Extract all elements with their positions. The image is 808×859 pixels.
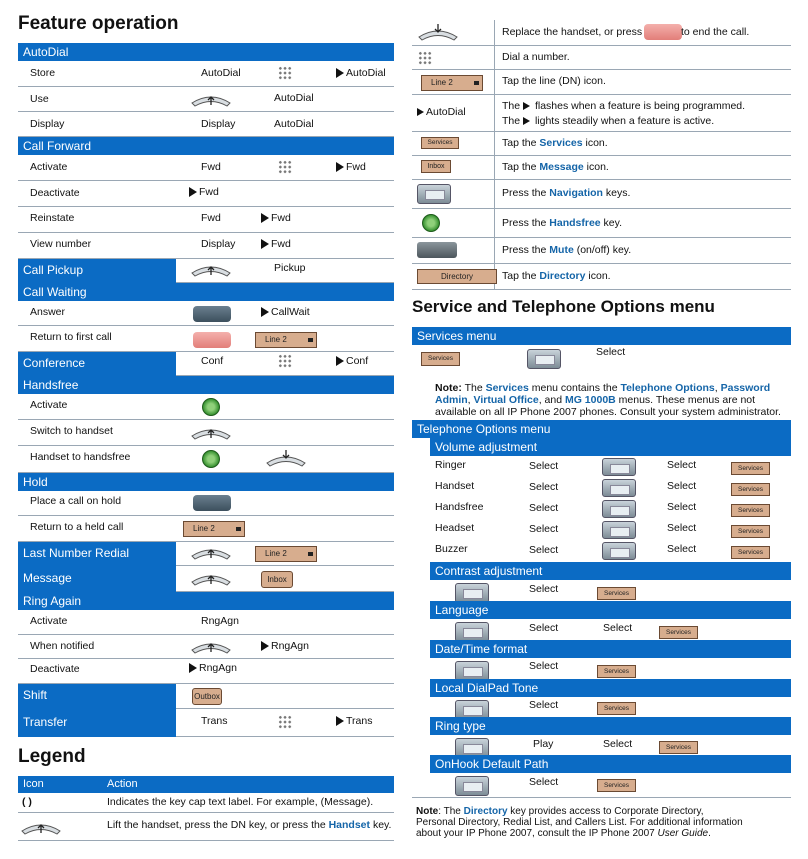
key-label: Fwd: [201, 212, 221, 224]
action-text: Select: [529, 523, 559, 535]
onhook-header: OnHook Default Path: [430, 755, 791, 773]
key-label: Trans: [201, 715, 228, 727]
row-label: Deactivate: [30, 187, 80, 199]
line-key-icon: Line 2: [421, 75, 483, 91]
row-label: View number: [30, 238, 92, 250]
services-note: Note: The Services menu contains the Telephone Options, Password Admin, Virtual Office, and MG 1000B menus. These menus are not available on all IP Phone 2007 phones. Consult your system administrator.: [435, 382, 781, 418]
legend-desc: Tap the line (DN) icon.: [502, 75, 606, 87]
hold-header: Hold: [18, 473, 394, 491]
row-label: Ringer: [435, 459, 466, 471]
answer-key-icon: [193, 306, 231, 322]
action-text: Select: [603, 622, 633, 634]
legend-desc: Dial a number.: [502, 51, 570, 63]
navigation-key-icon: [455, 622, 489, 642]
legend-desc: Tap the Directory icon.: [502, 270, 611, 282]
inbox-icon: Inbox: [261, 571, 293, 588]
table-row: [18, 610, 394, 635]
callpickup-header: Call Pickup: [18, 259, 176, 283]
row-label: Switch to handset: [30, 425, 113, 437]
legend-desc: Replace the handset, or press: [502, 26, 643, 38]
indicator-icon: [189, 663, 197, 673]
legend-desc: The flashes when a feature is being programmed.: [502, 100, 746, 112]
volume-row: [430, 540, 791, 561]
services-icon: Services: [597, 665, 636, 678]
row-label: Handset to handsfree: [30, 451, 131, 463]
line-key-icon: Line 2: [183, 521, 245, 537]
services-icon: Services: [731, 483, 770, 496]
row-label: Return to a held call: [30, 521, 124, 533]
services-icon: Services: [597, 702, 636, 715]
handset-lift-icon: [190, 426, 232, 440]
legend-desc: Press the Mute (on/off) key.: [502, 244, 632, 256]
hold-key-icon: [193, 495, 231, 511]
row-label: When notified: [30, 640, 95, 652]
indicator-icon: [261, 307, 269, 317]
row-label: Use: [30, 93, 49, 105]
services-icon: Services: [597, 779, 636, 792]
table-row: [412, 264, 791, 290]
inbox-icon: Inbox: [421, 160, 451, 173]
table-row: [176, 542, 394, 566]
col-action: Action: [107, 778, 138, 790]
table-row: [412, 180, 791, 209]
paren-symbol: ( ): [22, 796, 32, 808]
legend-desc: Tap the Services icon.: [502, 137, 608, 149]
table-row: [412, 95, 791, 132]
handset-lift-icon: [190, 640, 232, 654]
row-label: Store: [30, 67, 56, 79]
table-row: [18, 112, 394, 137]
action-text: Select: [667, 480, 697, 492]
result: Trans: [336, 715, 372, 727]
volume-row: [430, 456, 791, 477]
key-label: Conf: [201, 355, 224, 367]
release-key-icon: [644, 24, 682, 40]
ringtype-header: Ring type: [430, 717, 791, 735]
conference-header: Conference: [18, 352, 176, 376]
handset-lift-icon: [190, 572, 232, 586]
row-label: Display: [30, 118, 65, 130]
result: CallWait: [261, 306, 310, 318]
lnr-header: Last Number Redial: [18, 542, 176, 566]
directory-icon: Directory: [417, 269, 497, 284]
line-key-icon: Line 2: [255, 546, 317, 562]
table-row: [412, 20, 791, 46]
result: RngAgn: [189, 662, 237, 674]
navigation-key-icon: [455, 776, 489, 796]
action-text: Select: [667, 459, 697, 471]
page-title: Feature operation: [18, 13, 179, 34]
key-label: AutoDial: [201, 67, 241, 79]
handset-lift-icon: [190, 93, 232, 107]
table-row: [412, 46, 791, 70]
navigation-key-icon: [602, 521, 636, 539]
directory-note: Note: The Directory key provides access to Corporate Directory, Personal Directory, Redial List, and Callers List. For additional information about your IP Phone 2007, consult the IP Phone 2007 User Guide.: [416, 806, 743, 839]
table-row: [18, 181, 394, 207]
row-label: Activate: [30, 615, 68, 627]
handsfree-key-icon: [422, 214, 440, 232]
key-label: Pickup: [274, 262, 306, 274]
handsfree-key-icon: [202, 450, 220, 468]
line-key-icon: Line 2: [255, 332, 317, 348]
key-label: RngAgn: [201, 615, 239, 627]
table-row: [18, 420, 394, 446]
table-row: [18, 233, 394, 259]
handset-lift-icon: [190, 263, 232, 277]
table-row: [18, 516, 394, 542]
indicator-icon: [336, 162, 344, 172]
table-row: [18, 394, 394, 420]
table-row: [412, 238, 791, 264]
row-label: Activate: [30, 161, 68, 173]
services-icon: Services: [731, 462, 770, 475]
table-row: [18, 446, 394, 473]
result: AutoDial: [336, 67, 386, 79]
row-label: Buzzer: [435, 543, 468, 555]
indicator-icon: [189, 187, 197, 197]
section-title: Service and Telephone Options menu: [412, 297, 715, 316]
indicator-icon: [261, 641, 269, 651]
indicator-icon: [417, 108, 424, 116]
action-text: Select: [603, 738, 633, 750]
table-row: [176, 684, 394, 709]
indicator-icon: [336, 68, 344, 78]
ringagain-header: Ring Again: [18, 592, 394, 610]
services-icon: Services: [659, 626, 698, 639]
legend-desc: The lights steadily when a feature is active.: [502, 115, 715, 127]
action-text: Select: [667, 501, 697, 513]
autodial-header: AutoDial: [18, 43, 394, 61]
action-text: Play: [533, 738, 554, 750]
dialpad-tone-header: Local DialPad Tone: [430, 679, 791, 697]
navigation-key-icon: [602, 542, 636, 560]
legend-desc: to end the call.: [681, 26, 750, 38]
outbox-icon: Outbox: [192, 688, 222, 705]
handset-replace-icon: [265, 449, 307, 467]
result: Fwd: [336, 161, 366, 173]
key-label: Display: [201, 238, 236, 250]
navigation-key-icon: [602, 479, 636, 497]
table-row: [18, 326, 394, 352]
result: Fwd: [189, 186, 219, 198]
result: Conf: [336, 355, 368, 367]
indicator-icon: [336, 356, 344, 366]
action-text: Select: [529, 481, 559, 493]
action-text: Select: [529, 502, 559, 514]
col-icon: Icon: [23, 778, 44, 790]
handsfree-header: Handsfree: [18, 376, 394, 394]
row-label: Handsfree: [435, 501, 484, 513]
dialpad-icon: [278, 160, 292, 174]
action-text: Select: [529, 699, 559, 711]
divider: [412, 797, 791, 798]
indicator-icon: [261, 213, 269, 223]
legend-desc: Tap the Message icon.: [502, 161, 609, 173]
volume-row: [430, 519, 791, 540]
message-header: Message: [18, 566, 176, 592]
key-label: Fwd: [201, 161, 221, 173]
legend-header: [18, 776, 394, 793]
action-text: Select: [529, 460, 559, 472]
dialpad-icon: [418, 51, 432, 65]
row-label: Headset: [435, 522, 475, 534]
volume-row: [430, 477, 791, 498]
navigation-key-icon: [455, 583, 489, 603]
table-row: [176, 352, 394, 376]
telephone-options-header: Telephone Options menu: [412, 420, 791, 438]
table-row: [18, 62, 394, 87]
mute-key-icon: [417, 242, 457, 258]
transfer-header: Transfer: [18, 709, 176, 737]
volume-row: [430, 498, 791, 519]
navigation-key-icon: [602, 500, 636, 518]
row-label: Reinstate: [30, 212, 75, 224]
handsfree-key-icon: [202, 398, 220, 416]
table-row: [18, 87, 394, 112]
indicator-icon: [523, 102, 530, 110]
legend-desc: Press the Navigation keys.: [502, 187, 631, 199]
legend-title: Legend: [18, 746, 86, 767]
action-text: Select: [529, 776, 559, 788]
dialpad-icon: [278, 354, 292, 368]
table-row: [412, 70, 791, 95]
legend-desc: Indicates the key cap text label. For example, (Message).: [107, 796, 374, 808]
key-label: Display: [201, 118, 236, 130]
navigation-key-icon: [527, 349, 561, 369]
callwaiting-header: Call Waiting: [18, 283, 394, 301]
action-text: Select: [529, 622, 559, 634]
services-menu-header: Services menu: [412, 327, 791, 345]
row-label: Place a call on hold: [30, 495, 122, 507]
services-icon: Services: [421, 352, 460, 366]
callforward-header: Call Forward: [18, 137, 394, 155]
key-label: AutoDial: [274, 118, 314, 130]
action-text: Select: [529, 544, 559, 556]
indicator-icon: [523, 117, 530, 125]
legend-desc: Press the Handsfree key.: [502, 217, 623, 229]
action-text: Select: [667, 543, 697, 555]
language-header: Language: [430, 601, 791, 619]
table-row: [176, 566, 394, 592]
table-row: [18, 813, 394, 841]
volume-header: Volume adjustment: [430, 438, 791, 456]
table-row: [176, 259, 394, 283]
navigation-key-icon: [602, 458, 636, 476]
services-icon: Services: [659, 741, 698, 754]
row-label: Answer: [30, 306, 66, 318]
result: RngAgn: [261, 640, 309, 652]
table-row: [18, 301, 394, 326]
row-label: Activate: [30, 399, 68, 411]
handset-replace-icon: [417, 23, 459, 41]
table-row: [176, 709, 394, 737]
key-label: AutoDial: [274, 92, 314, 104]
handset-lift-icon: [190, 546, 232, 560]
result: Fwd: [261, 238, 291, 250]
services-icon: Services: [421, 137, 459, 149]
result: Fwd: [261, 212, 291, 224]
table-row: [18, 207, 394, 233]
services-icon: Services: [597, 587, 636, 600]
row-label: Return to first call: [30, 331, 112, 343]
services-icon: Services: [731, 546, 770, 559]
datetime-header: Date/Time format: [430, 640, 791, 658]
services-icon: Services: [731, 504, 770, 517]
shift-header: Shift: [18, 684, 176, 709]
navigation-key-icon: [417, 184, 451, 204]
dialpad-icon: [278, 715, 292, 729]
action-text: Select: [596, 346, 626, 358]
autodial-indicator: AutoDial: [417, 106, 466, 118]
indicator-icon: [336, 716, 344, 726]
row-label: Deactivate: [30, 663, 80, 675]
action-text: Select: [529, 583, 559, 595]
table-row: [18, 155, 394, 181]
table-row: [412, 209, 791, 238]
table-row: [412, 132, 791, 156]
contrast-header: Contrast adjustment: [430, 562, 791, 580]
table-row: [412, 156, 791, 180]
navigation-key-icon: [455, 661, 489, 681]
release-key-icon: [193, 332, 231, 348]
table-row: [18, 635, 394, 659]
table-row: [18, 491, 394, 516]
table-row: [18, 659, 394, 684]
row-label: Handset: [435, 480, 475, 492]
indicator-icon: [261, 239, 269, 249]
legend-desc: Lift the handset, press the DN key, or press the Handset key.: [107, 819, 392, 831]
handset-lift-icon: [20, 821, 62, 835]
dialpad-icon: [278, 66, 292, 80]
services-icon: Services: [731, 525, 770, 538]
table-row: [18, 793, 394, 813]
action-text: Select: [667, 522, 697, 534]
action-text: Select: [529, 660, 559, 672]
